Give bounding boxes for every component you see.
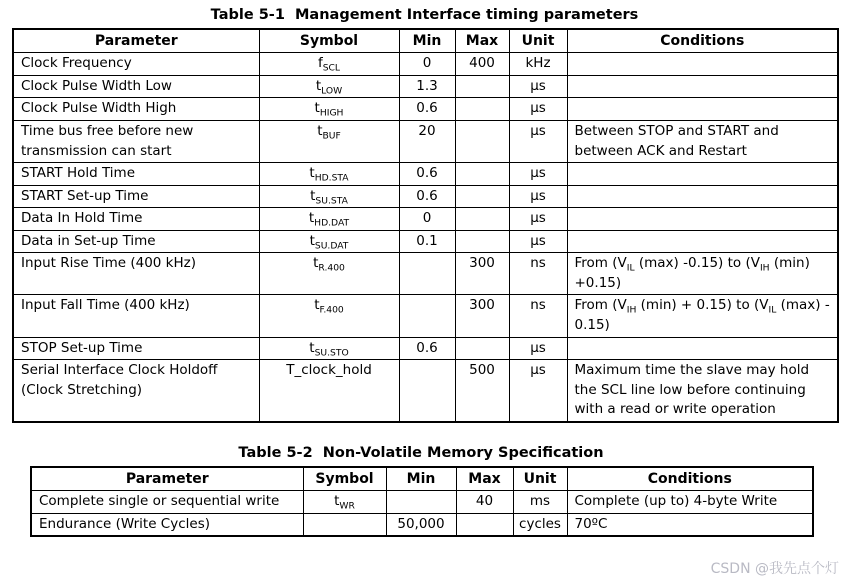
unit-cell: cycles xyxy=(513,513,567,536)
table-row xyxy=(13,208,838,231)
parameter-cell: START Hold Time xyxy=(13,163,259,186)
min-cell: 0 xyxy=(399,208,455,231)
watermark: CSDN @我先点个灯 xyxy=(710,561,839,577)
max-cell xyxy=(455,98,509,121)
min-cell: 20 xyxy=(399,120,455,162)
unit-cell: µs xyxy=(509,120,567,162)
symbol-cell: T_clock_hold xyxy=(259,360,399,422)
timing-parameters-table xyxy=(12,28,839,423)
parameter-cell: Input Fall Time (400 kHz) xyxy=(13,295,259,337)
unit-cell: ns xyxy=(509,295,567,337)
table-row xyxy=(13,253,838,295)
parameter-cell: Data In Hold Time xyxy=(13,208,259,231)
table-row xyxy=(13,230,838,253)
max-cell xyxy=(455,163,509,186)
conditions-cell xyxy=(567,53,838,76)
conditions-cell: From ($V_{IH}$ (min) + 0.15) to ($V_{IL}$ (max) - 0.15) xyxy=(567,295,838,337)
col-header-symbol: Symbol xyxy=(259,29,399,53)
unit-cell: µs xyxy=(509,360,567,422)
col-header-min: Min xyxy=(399,29,455,53)
unit-cell: kHz xyxy=(509,53,567,76)
min-cell: 0.6 xyxy=(399,337,455,360)
conditions-cell: From ($V_{IL}$ (max) -0.15) to ($V_{IH}$ (min) +0.15) xyxy=(567,253,838,295)
max-cell: 40 xyxy=(456,491,513,514)
col-header-min: Min xyxy=(386,467,456,491)
col-header-unit: Unit xyxy=(513,467,567,491)
min-cell xyxy=(399,253,455,295)
conditions-cell xyxy=(567,75,838,98)
conditions-cell xyxy=(567,337,838,360)
symbol-cell: $t_{HD.DAT}$ xyxy=(259,208,399,231)
table2-body xyxy=(31,491,813,537)
unit-cell: µs xyxy=(509,163,567,186)
conditions-cell xyxy=(567,230,838,253)
symbol-cell: $t_{BUF}$ xyxy=(259,120,399,162)
symbol-cell: $t_{HIGH}$ xyxy=(259,98,399,121)
col-header-symbol: Symbol xyxy=(303,467,386,491)
table-row xyxy=(13,185,838,208)
conditions-cell: Maximum time the slave may hold the SCL line low before continuing with a read or write operation xyxy=(567,360,838,422)
col-header-max: Max xyxy=(456,467,513,491)
min-cell: 0 xyxy=(399,53,455,76)
table1-header-row xyxy=(13,29,838,53)
col-header-parameter: Parameter xyxy=(13,29,259,53)
min-cell: 0.1 xyxy=(399,230,455,253)
conditions-cell: 70ºC xyxy=(567,513,813,536)
symbol-cell: $t_{SU.DAT}$ xyxy=(259,230,399,253)
table-row xyxy=(13,98,838,121)
symbol-cell: $t_{LOW}$ xyxy=(259,75,399,98)
table2-header-row xyxy=(31,467,813,491)
unit-cell: µs xyxy=(509,337,567,360)
min-cell: 0.6 xyxy=(399,185,455,208)
max-cell: 300 xyxy=(455,295,509,337)
max-cell: 300 xyxy=(455,253,509,295)
table-row xyxy=(31,491,813,514)
parameter-cell: Endurance (Write Cycles) xyxy=(31,513,303,536)
min-cell xyxy=(399,360,455,422)
parameter-cell: Complete single or sequential write xyxy=(31,491,303,514)
parameter-cell: Input Rise Time (400 kHz) xyxy=(13,253,259,295)
conditions-cell xyxy=(567,163,838,186)
nvm-specification-table xyxy=(30,466,814,537)
min-cell xyxy=(399,295,455,337)
timing-table-section xyxy=(12,7,837,423)
max-cell: 500 xyxy=(455,360,509,422)
table-row xyxy=(13,53,838,76)
max-cell xyxy=(455,337,509,360)
min-cell xyxy=(386,491,456,514)
col-header-max: Max xyxy=(455,29,509,53)
max-cell xyxy=(455,120,509,162)
symbol-cell: $t_{R.400}$ xyxy=(259,253,399,295)
unit-cell: µs xyxy=(509,75,567,98)
table-row xyxy=(13,337,838,360)
table-row xyxy=(13,75,838,98)
unit-cell: µs xyxy=(509,98,567,121)
col-header-conditions: Conditions xyxy=(567,467,813,491)
conditions-cell xyxy=(567,208,838,231)
parameter-cell: Serial Interface Clock Holdoff (Clock Stretching) xyxy=(13,360,259,422)
symbol-cell xyxy=(303,513,386,536)
table2-title: Table 5-2 Non-Volatile Memory Specification xyxy=(238,444,604,461)
unit-cell: ns xyxy=(509,253,567,295)
max-cell xyxy=(455,208,509,231)
unit-cell: µs xyxy=(509,185,567,208)
symbol-cell: $t_{HD.STA}$ xyxy=(259,163,399,186)
table1-body xyxy=(13,53,838,422)
min-cell: 0.6 xyxy=(399,98,455,121)
max-cell: 400 xyxy=(455,53,509,76)
conditions-cell xyxy=(567,185,838,208)
max-cell xyxy=(456,513,513,536)
symbol-cell: $t_{WR}$ xyxy=(303,491,386,514)
parameter-cell: STOP Set-up Time xyxy=(13,337,259,360)
conditions-cell: Complete (up to) 4-byte Write xyxy=(567,491,813,514)
unit-cell: µs xyxy=(509,230,567,253)
table-row xyxy=(13,360,838,422)
parameter-cell: Time bus free before new transmission can start xyxy=(13,120,259,162)
symbol-cell: $f_{SCL}$ xyxy=(259,53,399,76)
col-header-unit: Unit xyxy=(509,29,567,53)
col-header-conditions: Conditions xyxy=(567,29,838,53)
max-cell xyxy=(455,75,509,98)
table-row xyxy=(13,163,838,186)
parameter-cell: START Set-up Time xyxy=(13,185,259,208)
min-cell: 50,000 xyxy=(386,513,456,536)
table1-title: Table 5-1 Management Interface timing parameters xyxy=(210,7,639,23)
symbol-cell: $t_{SU.STO}$ xyxy=(259,337,399,360)
table-row xyxy=(13,120,838,162)
symbol-cell: $t_{F.400}$ xyxy=(259,295,399,337)
parameter-cell: Clock Frequency xyxy=(13,53,259,76)
min-cell: 1.3 xyxy=(399,75,455,98)
max-cell xyxy=(455,230,509,253)
min-cell: 0.6 xyxy=(399,163,455,186)
unit-cell: ms xyxy=(513,491,567,514)
parameter-cell: Data in Set-up Time xyxy=(13,230,259,253)
parameter-cell: Clock Pulse Width High xyxy=(13,98,259,121)
conditions-cell: Between STOP and START and between ACK and Restart xyxy=(567,120,838,162)
table-row xyxy=(13,295,838,337)
table-row xyxy=(31,513,813,536)
symbol-cell: $t_{SU.STA}$ xyxy=(259,185,399,208)
nvm-table-section xyxy=(30,445,812,537)
parameter-cell: Clock Pulse Width Low xyxy=(13,75,259,98)
max-cell xyxy=(455,185,509,208)
col-header-parameter: Parameter xyxy=(31,467,303,491)
conditions-cell xyxy=(567,98,838,121)
unit-cell: µs xyxy=(509,208,567,231)
